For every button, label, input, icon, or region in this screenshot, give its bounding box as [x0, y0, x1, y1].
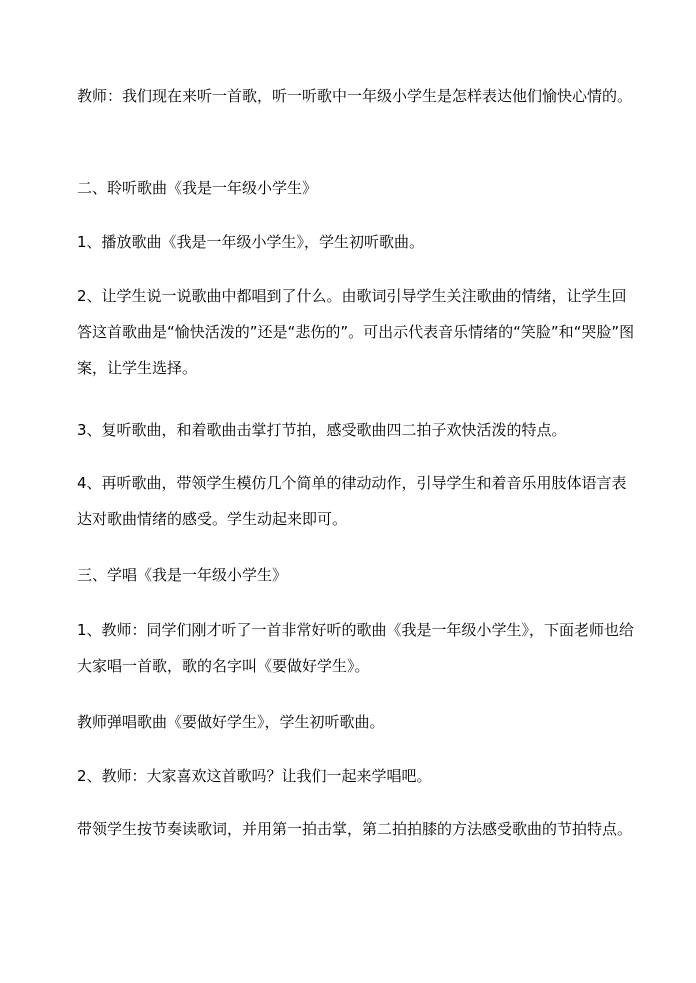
- paragraph-intro: 教师：我们现在来听一首歌，听一听歌中一年级小学生是怎样表达他们愉快心情的。: [77, 87, 633, 105]
- paragraph-step-2: 2、让学生说一说歌曲中都唱到了什么。由歌词引导学生关注歌曲的情绪，让学生回答这首歌曲是“愉快活泼的”还是“悲伤的”。可出示代表音乐情绪的“笑脸”和“哭脸”图案，让学生选择。: [77, 287, 635, 377]
- paragraph-teacher-sings: 教师弹唱歌曲《要做好学生》，学生初听歌曲。: [77, 713, 385, 731]
- section-heading-listen: 二、聆听歌曲《我是一年级小学生》: [77, 179, 318, 197]
- paragraph-step-1: 1、播放歌曲《我是一年级小学生》，学生初听歌曲。: [77, 233, 425, 251]
- paragraph-learn-step-2: 2、教师：大家喜欢这首歌吗？让我们一起来学唱吧。: [77, 767, 432, 785]
- paragraph-step-3: 3、复听歌曲，和着歌曲击掌打节拍，感受歌曲四二拍子欢快活泼的特点。: [77, 421, 567, 439]
- section-heading-learn: 三、学唱《我是一年级小学生》: [77, 566, 288, 584]
- paragraph-rhythm: 带领学生按节奏读歌词，并用第一拍击掌，第二拍拍膝的方法感受歌曲的节拍特点。: [77, 820, 633, 838]
- paragraph-step-4: 4、再听歌曲，带领学生模仿几个简单的律动动作，引导学生和着音乐用肢体语言表达对歌曲情绪的感受。学生动起来即可。: [77, 474, 627, 528]
- paragraph-learn-step-1: 1、教师：同学们刚才听了一首非常好听的歌曲《我是一年级小学生》，下面老师也给大家唱一首歌，歌的名字叫《要做好学生》。: [77, 621, 635, 675]
